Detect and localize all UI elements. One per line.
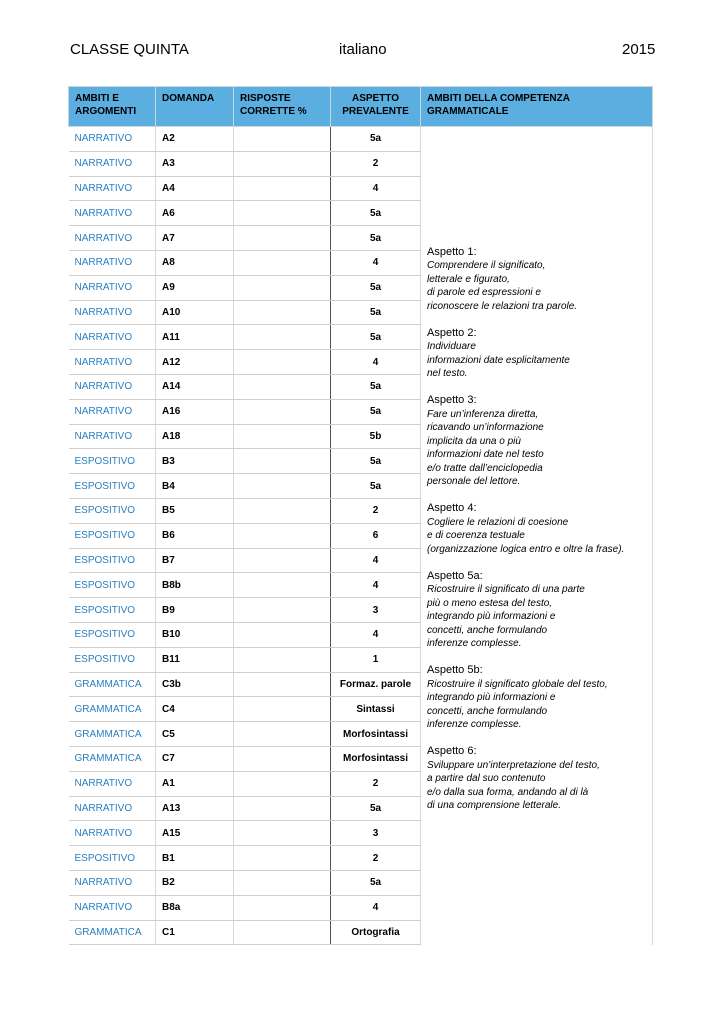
risposte-cell[interactable] — [234, 374, 331, 399]
risposte-cell[interactable] — [234, 226, 331, 251]
aspetto-text: Ricostruire il significato globale del testo, integrando più informazioni e concetti, anche formulando inferenze complesse. — [427, 678, 608, 731]
col-header-domanda: DOMANDA — [156, 87, 234, 127]
risposte-cell[interactable] — [234, 622, 331, 647]
domanda-cell: A16 — [156, 399, 234, 424]
aspetto-cell: 5a — [331, 127, 421, 152]
aspetto-cell: 6 — [331, 523, 421, 548]
risposte-cell[interactable] — [234, 474, 331, 499]
aspetto-cell: Morfosintassi — [331, 722, 421, 747]
aspetto-title-text: Aspetto 3 — [427, 394, 474, 407]
domanda-cell: A7 — [156, 226, 234, 251]
ambito-cell: ESPOSITIVO — [69, 498, 156, 523]
ambito-cell: NARRATIVO — [69, 399, 156, 424]
ambito-cell: NARRATIVO — [69, 250, 156, 275]
domanda-cell: B4 — [156, 474, 234, 499]
aspetto-text: Comprendere il significato, letterale e figurato, di parole ed espressioni e riconoscere le relazioni tra parole. — [427, 260, 578, 312]
domanda-cell: B6 — [156, 523, 234, 548]
risposte-cell[interactable] — [234, 300, 331, 325]
risposte-cell[interactable] — [234, 771, 331, 796]
col-header-risposte: RISPOSTE CORRETTE % — [234, 87, 331, 127]
ambito-cell: GRAMMATICA — [69, 697, 156, 722]
aspetto-title-text: Aspetto 1 — [427, 245, 474, 258]
results-table — [68, 86, 653, 945]
ambito-cell: NARRATIVO — [69, 275, 156, 300]
risposte-cell[interactable] — [234, 920, 331, 945]
risposte-cell[interactable] — [234, 449, 331, 474]
aspetto-cell: 4 — [331, 250, 421, 275]
risposte-cell[interactable] — [234, 275, 331, 300]
col-header-ambiti: AMBITI E ARGOMENTI — [69, 87, 156, 127]
aspetto-block — [427, 570, 646, 651]
aspetto-cell: 4 — [331, 350, 421, 375]
table-row — [69, 127, 653, 152]
aspetto-cell: 4 — [331, 176, 421, 201]
domanda-cell: A15 — [156, 821, 234, 846]
aspetto-title: Aspetto 5b: — [427, 664, 483, 677]
risposte-cell[interactable] — [234, 325, 331, 350]
subject-label: italiano — [339, 41, 387, 58]
aspetto-cell: 4 — [331, 895, 421, 920]
domanda-cell: C1 — [156, 920, 234, 945]
aspetto-cell: 5a — [331, 474, 421, 499]
ambito-cell: NARRATIVO — [69, 870, 156, 895]
ambito-cell: GRAMMATICA — [69, 672, 156, 697]
domanda-cell: A9 — [156, 275, 234, 300]
risposte-cell[interactable] — [234, 523, 331, 548]
aspetto-title-text: Aspetto 5b — [427, 664, 480, 677]
aspetto-block — [427, 246, 646, 314]
page-header — [0, 41, 725, 63]
aspetto-cell: 5a — [331, 300, 421, 325]
domanda-cell: C5 — [156, 722, 234, 747]
aspetto-cell: 4 — [331, 548, 421, 573]
domanda-cell: B8a — [156, 895, 234, 920]
risposte-cell[interactable] — [234, 498, 331, 523]
aspetto-cell: Morfosintassi — [331, 746, 421, 771]
risposte-cell[interactable] — [234, 424, 331, 449]
risposte-cell[interactable] — [234, 201, 331, 226]
ambito-cell: ESPOSITIVO — [69, 449, 156, 474]
domanda-cell: C4 — [156, 697, 234, 722]
aspetto-text: Sviluppare un’interpretazione del testo, a partire dal suo contenuto e/o dalla sua forma, andando al di là di una comprensione letterale. — [427, 759, 600, 812]
ambito-cell: NARRATIVO — [69, 350, 156, 375]
aspetto-cell: 5a — [331, 870, 421, 895]
aspetto-cell: 5a — [331, 226, 421, 251]
aspetto-title: Aspetto 3: — [427, 394, 477, 407]
ambito-cell: ESPOSITIVO — [69, 647, 156, 672]
ambito-cell: ESPOSITIVO — [69, 523, 156, 548]
aspetti-description — [421, 127, 653, 945]
domanda-cell: A4 — [156, 176, 234, 201]
risposte-cell[interactable] — [234, 151, 331, 176]
ambito-cell: NARRATIVO — [69, 176, 156, 201]
ambito-cell: ESPOSITIVO — [69, 573, 156, 598]
aspetto-title-text: Aspetto 6 — [427, 745, 474, 758]
aspetto-block — [427, 327, 646, 381]
ambito-cell: ESPOSITIVO — [69, 622, 156, 647]
domanda-cell: A12 — [156, 350, 234, 375]
ambito-cell: NARRATIVO — [69, 424, 156, 449]
ambito-cell: ESPOSITIVO — [69, 474, 156, 499]
risposte-cell[interactable] — [234, 350, 331, 375]
risposte-cell[interactable] — [234, 846, 331, 871]
domanda-cell: B5 — [156, 498, 234, 523]
ambito-cell: NARRATIVO — [69, 325, 156, 350]
aspetto-cell: 3 — [331, 598, 421, 623]
risposte-cell[interactable] — [234, 127, 331, 152]
aspetto-cell: 5a — [331, 325, 421, 350]
aspetto-cell: 5a — [331, 449, 421, 474]
aspetto-title: Aspetto 2: — [427, 326, 477, 339]
risposte-cell[interactable] — [234, 548, 331, 573]
risposte-cell[interactable] — [234, 672, 331, 697]
col-header-aspetto: ASPETTO PREVALENTE — [331, 87, 421, 127]
ambito-cell: NARRATIVO — [69, 226, 156, 251]
aspetto-cell: 5a — [331, 374, 421, 399]
domanda-cell: A6 — [156, 201, 234, 226]
col-header-competenza: AMBITI DELLA COMPETENZA GRAMMATICALE — [421, 87, 653, 127]
risposte-cell[interactable] — [234, 573, 331, 598]
ambito-cell: NARRATIVO — [69, 201, 156, 226]
ambito-cell: NARRATIVO — [69, 374, 156, 399]
domanda-cell: A3 — [156, 151, 234, 176]
risposte-cell[interactable] — [234, 399, 331, 424]
aspetto-text: Ricostruire il significato di una parte più o meno estesa del testo, integrando più informazioni e concetti, anche formulando inferenze complesse. — [427, 584, 585, 650]
aspetto-cell: 4 — [331, 622, 421, 647]
ambito-cell: NARRATIVO — [69, 771, 156, 796]
aspetto-cell: 2 — [331, 151, 421, 176]
risposte-cell[interactable] — [234, 647, 331, 672]
ambito-cell: GRAMMATICA — [69, 920, 156, 945]
aspetto-block — [427, 664, 646, 732]
ambito-cell: ESPOSITIVO — [69, 598, 156, 623]
domanda-cell: A13 — [156, 796, 234, 821]
domanda-cell: A8 — [156, 250, 234, 275]
risposte-cell[interactable] — [234, 697, 331, 722]
aspetto-block — [427, 394, 646, 489]
ambito-cell: GRAMMATICA — [69, 722, 156, 747]
domanda-cell: B8b — [156, 573, 234, 598]
aspetto-cell: 5b — [331, 424, 421, 449]
risposte-cell[interactable] — [234, 821, 331, 846]
ambito-cell: GRAMMATICA — [69, 746, 156, 771]
aspetto-block — [427, 502, 646, 556]
aspetto-cell: 5a — [331, 796, 421, 821]
class-label: CLASSE QUINTA — [70, 41, 189, 58]
risposte-cell[interactable] — [234, 796, 331, 821]
aspetto-cell: 5a — [331, 399, 421, 424]
aspetto-cell: 2 — [331, 498, 421, 523]
aspetto-title: Aspetto 6: — [427, 745, 477, 758]
risposte-cell[interactable] — [234, 250, 331, 275]
aspetto-text: Fare un’inferenza diretta, ricavando un’informazione implicita da una o più informazioni date nel testo e/o tratte dall’enciclopedia personale del lettore. — [427, 408, 544, 488]
aspetto-text: Individuare informazioni date esplicitamente nel testo. — [427, 341, 570, 380]
domanda-cell: B10 — [156, 622, 234, 647]
aspetto-block — [427, 745, 646, 813]
aspetto-cell: Sintassi — [331, 697, 421, 722]
table-body — [69, 127, 653, 945]
domanda-cell: B11 — [156, 647, 234, 672]
table-header-row — [69, 87, 653, 127]
aspetto-cell: 2 — [331, 846, 421, 871]
aspetto-cell: 3 — [331, 821, 421, 846]
risposte-cell[interactable] — [234, 598, 331, 623]
aspetto-cell: Ortografia — [331, 920, 421, 945]
aspetto-cell: Formaz. parole — [331, 672, 421, 697]
aspetto-title: Aspetto 1: — [427, 245, 477, 258]
ambito-cell: ESPOSITIVO — [69, 548, 156, 573]
aspetto-cell: 2 — [331, 771, 421, 796]
aspetto-title: Aspetto 4: — [427, 502, 477, 515]
domanda-cell: A1 — [156, 771, 234, 796]
risposte-cell[interactable] — [234, 870, 331, 895]
risposte-cell[interactable] — [234, 895, 331, 920]
ambito-cell: ESPOSITIVO — [69, 846, 156, 871]
domanda-cell: B2 — [156, 870, 234, 895]
aspetto-cell: 1 — [331, 647, 421, 672]
aspetto-cell: 5a — [331, 201, 421, 226]
ambito-cell: NARRATIVO — [69, 300, 156, 325]
domanda-cell: A11 — [156, 325, 234, 350]
aspetto-title-text: Aspetto 4 — [427, 502, 474, 515]
risposte-cell[interactable] — [234, 722, 331, 747]
domanda-cell: C3b — [156, 672, 234, 697]
aspetto-title-text: Aspetto 2 — [427, 326, 474, 339]
risposte-cell[interactable] — [234, 746, 331, 771]
ambito-cell: NARRATIVO — [69, 821, 156, 846]
aspetto-title: Aspetto 5a: — [427, 569, 483, 582]
domanda-cell: A18 — [156, 424, 234, 449]
ambito-cell: NARRATIVO — [69, 796, 156, 821]
domanda-cell: A14 — [156, 374, 234, 399]
domanda-cell: A2 — [156, 127, 234, 152]
aspetto-text: Cogliere le relazioni di coesione e di coerenza testuale (organizzazione logica entro e oltre la frase). — [427, 516, 625, 555]
domanda-cell: B9 — [156, 598, 234, 623]
ambito-cell: NARRATIVO — [69, 127, 156, 152]
domanda-cell: B7 — [156, 548, 234, 573]
aspetto-cell: 5a — [331, 275, 421, 300]
aspetto-title-text: Aspetto 5a — [427, 569, 480, 582]
year-label: 2015 — [622, 41, 656, 58]
aspetto-cell: 4 — [331, 573, 421, 598]
domanda-cell: C7 — [156, 746, 234, 771]
domanda-cell: B1 — [156, 846, 234, 871]
risposte-cell[interactable] — [234, 176, 331, 201]
domanda-cell: A10 — [156, 300, 234, 325]
ambito-cell: NARRATIVO — [69, 895, 156, 920]
ambito-cell: NARRATIVO — [69, 151, 156, 176]
domanda-cell: B3 — [156, 449, 234, 474]
